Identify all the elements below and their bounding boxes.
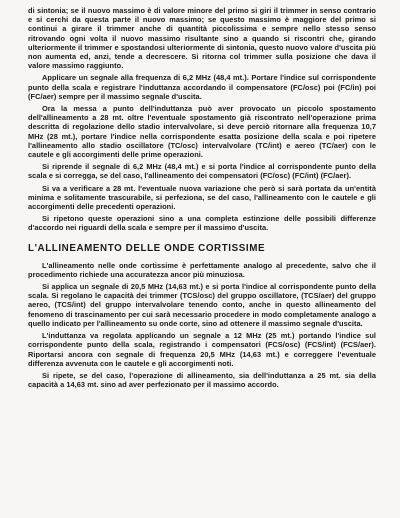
paragraph-realign-28mt: Ora la messa a punto dell'induttanza può aver provocato un piccolo spostamento dell'allineamento a 28 mt. oltre l'eventuale spostamento già riscontrato nell'operazione prima descritta di regolazione dello stadio intervalvolare, si deve perciò ritornare alla frequenza 10,7 MHz (28 mt.), portare l'indice nella corrispondente esatta posizione della scala e poi ripetere l'allineamento allo stadio oscillatore (TC/osc) intervalvolare (TC/int) e aereo (TC/aer) con le cautele e gli accorgimenti delle prime operazioni. — [28, 104, 376, 160]
paragraph-repeat-operations: Si ripetono queste operazioni sino a una completa estinzione delle possibili differenze d'accordo nei riguardi della scala e sempre per il massimo d'uscita. — [28, 214, 376, 233]
paragraph-verify-28mt: Si va a verificare a 28 mt. l'eventuale nuova variazione che però si sarà portata da un'entità minima e solitamente trascurabile, si perfeziona, se del caso, l'allineamento con le cautele e gli accorgimenti delle precedenti operazioni. — [28, 183, 376, 212]
paragraph-signal-20-5mhz: Si applica un segnale di 20,5 MHz (14,63 mt.) e si porta l'indice al corrispondente punto della scala. Si regolano le capacità dei trimmer (TCS/osc) del gruppo oscillatore, (TCS/aer) del gruppo aereo, (TCS/int) del gruppo intervalvolare tenendo conto, anche in questo allineamento del fenomeno di trascinamento per cui sarà necessario procedere in modo completamente analogo a quello indicato per l'allineamento su onde corte, sino ad ottenere il massimo segnale d'uscita. — [28, 282, 376, 328]
paragraph-short-wave-intro: L'allineamento nelle onde cortissime è perfettamente analogo al precedente, salvo che il procedimento richiede una accuratezza ancor più minuziosa. — [28, 260, 376, 279]
paragraph-inductance-6-2mhz: Applicare un segnale alla frequenza di 6,2 MHz (48,4 mt.). Portare l'indice sul corrispondente punto della scala e registrare l'induttanza accordando il compensatore (FC/osc) poi (FC/in) poi (FC/aer) sempre per il massimo segnale d'uscita. — [28, 73, 376, 101]
section-heading-onde-cortissime: L'ALLINEAMENTO DELLE ONDE CORTISSIME — [28, 242, 266, 254]
paragraph-final-repeat: Si ripete, se del caso, l'operazione di allineamento, sia dell'induttanza a 25 mt. sia della capacità a 14,63 mt. sino ad aver perfezionato per il massimo accordo. — [28, 370, 376, 390]
paragraph-recheck-6-2mhz: Si riprende il segnale di 6,2 MHz (48,4 mt.) e si porta l'indice al corrispondente punto della scala e si corregga, se del caso, l'allineamento dei compensatori (FC/osc) (FC/int) (FC/aer). — [28, 162, 376, 181]
paragraph-trimmer-peak: di sintonia; se il nuovo massimo è di valore minore del primo si giri il trimmer in senso contrario e si cerchi da questa parte il nuovo massimo; se questo massimo è maggiore del primo si continui a girare il trimmer anche di quantità piccolissima e sempre nello stesso senso ritrovando ogni volta il nuovo massimo risultante sino a quando si riscontri che, girando ulteriormente il trimmer e spostandosi ulteriormente di sintonia, questo nuovo valore d'uscita più non aumenta ed, anzi, tende a decrescere. Si ritorna col trimmer sulla posizione che dava il valore massimo raggiunto. — [28, 6, 376, 71]
paragraph-inductance-12mhz: L'induttanza va regolata applicando un segnale a 12 MHz (25 mt.) portando l'indice sul corrispondente punto della scala, registrando i compensatori (FCS/osc) (FCS/int) (FCS/aer). Riportarsi ancora con segnale di frequenza 20,5 MHz (14,63 mt.) e correggere l'eventuale differenza avvenuta con le cautele e gli accorgimenti noti. — [28, 331, 376, 368]
